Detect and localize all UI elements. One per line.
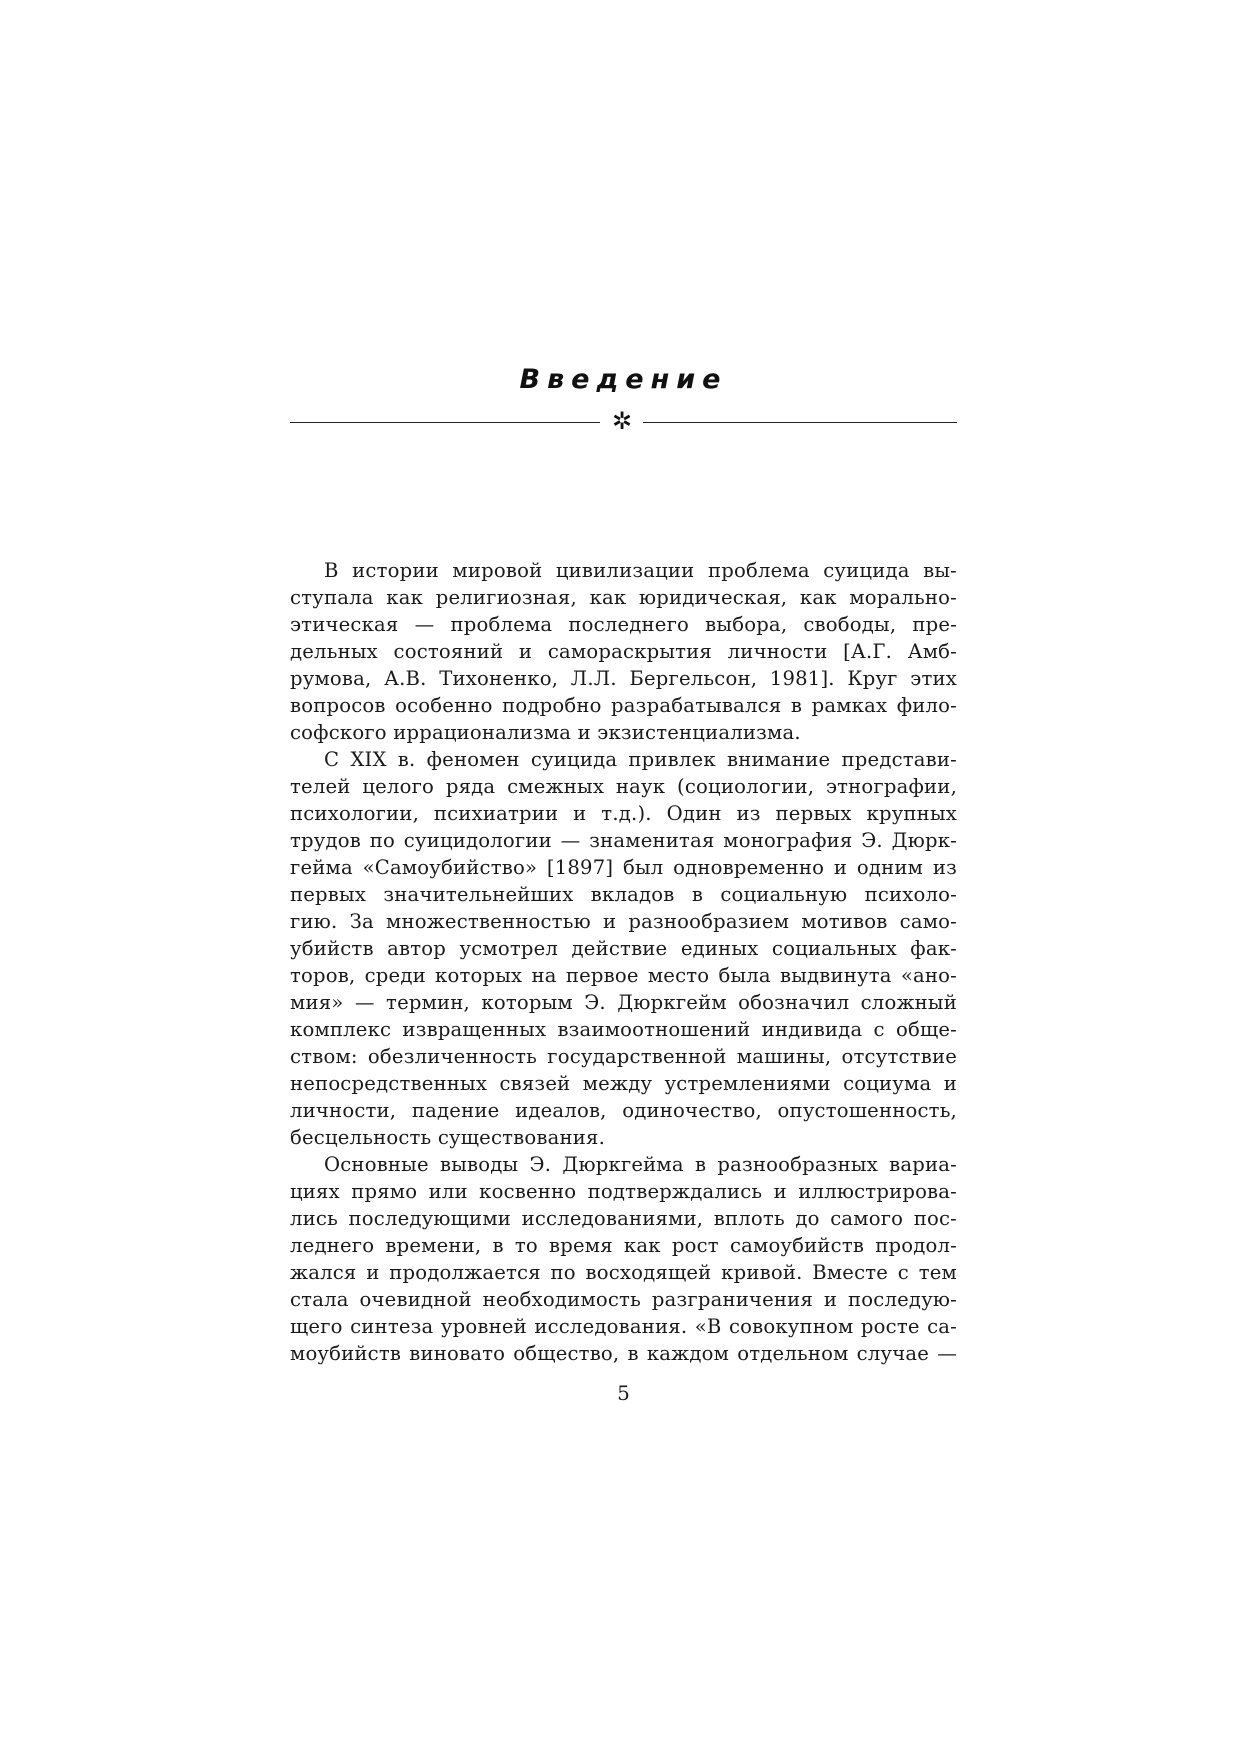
title-rule-right xyxy=(643,422,957,423)
paragraph-3 xyxy=(290,1151,957,1367)
text-line: убийств автор усмотрел действие единых социальных фак- xyxy=(290,937,957,960)
ornament-icon: ✲ xyxy=(611,407,633,435)
page-number: 5 xyxy=(617,1381,630,1405)
text-line: торов, среди которых на первое место была выдвинута «ано- xyxy=(290,964,957,987)
text-line: румова, А.В. Тихоненко, Л.Л. Бергельсон, 1981]. Круг этих xyxy=(290,667,957,690)
text-line: вопросов особенно подробно разрабатывался в рамках фило- xyxy=(290,694,957,717)
text-line: ступала как религиозная, как юридическая, как морально- xyxy=(290,586,957,609)
text-line: лись последующими исследованиями, вплоть до самого пос- xyxy=(290,1207,957,1230)
title-rule-left xyxy=(290,422,600,423)
body-text xyxy=(290,557,957,1367)
text-line: телей целого ряда смежных наук (социологии, этнографии, xyxy=(290,775,957,798)
text-line: Основные выводы Э. Дюркгейма в разнообразных вариа- xyxy=(324,1153,957,1176)
text-line: щего синтеза уровней исследования. «В совокупном росте са- xyxy=(290,1315,957,1338)
text-line: моубийств виновато общество, в каждом отдельном случае — xyxy=(290,1342,957,1365)
text-line: этическая — проблема последнего выбора, свободы, пре- xyxy=(290,613,957,636)
text-line: софского иррационализма и экзистенциализма. xyxy=(290,721,801,744)
text-line: трудов по суицидологии — знаменитая монография Э. Дюрк- xyxy=(290,829,957,852)
paragraph-2 xyxy=(290,746,957,1151)
text-line: ством: обезличенность государственной машины, отсутствие xyxy=(290,1045,957,1068)
text-line: жался и продолжается по восходящей кривой. Вместе с тем xyxy=(290,1261,957,1284)
text-line: непосредственных связей между устремлениями социума и xyxy=(290,1072,957,1095)
chapter-title: Введение xyxy=(519,364,728,395)
text-line: леднего времени, в то время как рост самоубийств продол- xyxy=(290,1234,957,1257)
text-line: комплекс извращенных взаимоотношений индивида с обще- xyxy=(290,1018,957,1041)
text-line: циях прямо или косвенно подтверждались и иллюстрирова- xyxy=(290,1180,957,1203)
text-line: личности, падение идеалов, одиночество, опустошенность, xyxy=(290,1099,957,1122)
text-line: стала очевидной необходимость разграничения и последую- xyxy=(290,1288,957,1311)
text-line: гию. За множественностью и разнообразием мотивов само- xyxy=(290,910,957,933)
text-line: гейма «Самоубийство» [1897] был одновременно и одним из xyxy=(290,856,957,879)
text-line: мия» — термин, которым Э. Дюркгейм обозначил сложный xyxy=(290,991,957,1014)
text-line: бесцельность существования. xyxy=(290,1126,606,1149)
text-line: дельных состояний и самораскрытия личности [А.Г. Амб- xyxy=(290,640,957,663)
text-line: В истории мировой цивилизации проблема суицида вы- xyxy=(324,559,957,582)
text-line: С XIX в. феномен суицида привлек внимание представи- xyxy=(324,748,957,771)
paragraph-1 xyxy=(290,557,957,746)
text-line: первых значительнейших вкладов в социальную психоло- xyxy=(290,883,957,906)
text-line: психологии, психиатрии и т.д.). Один из первых крупных xyxy=(290,802,957,825)
